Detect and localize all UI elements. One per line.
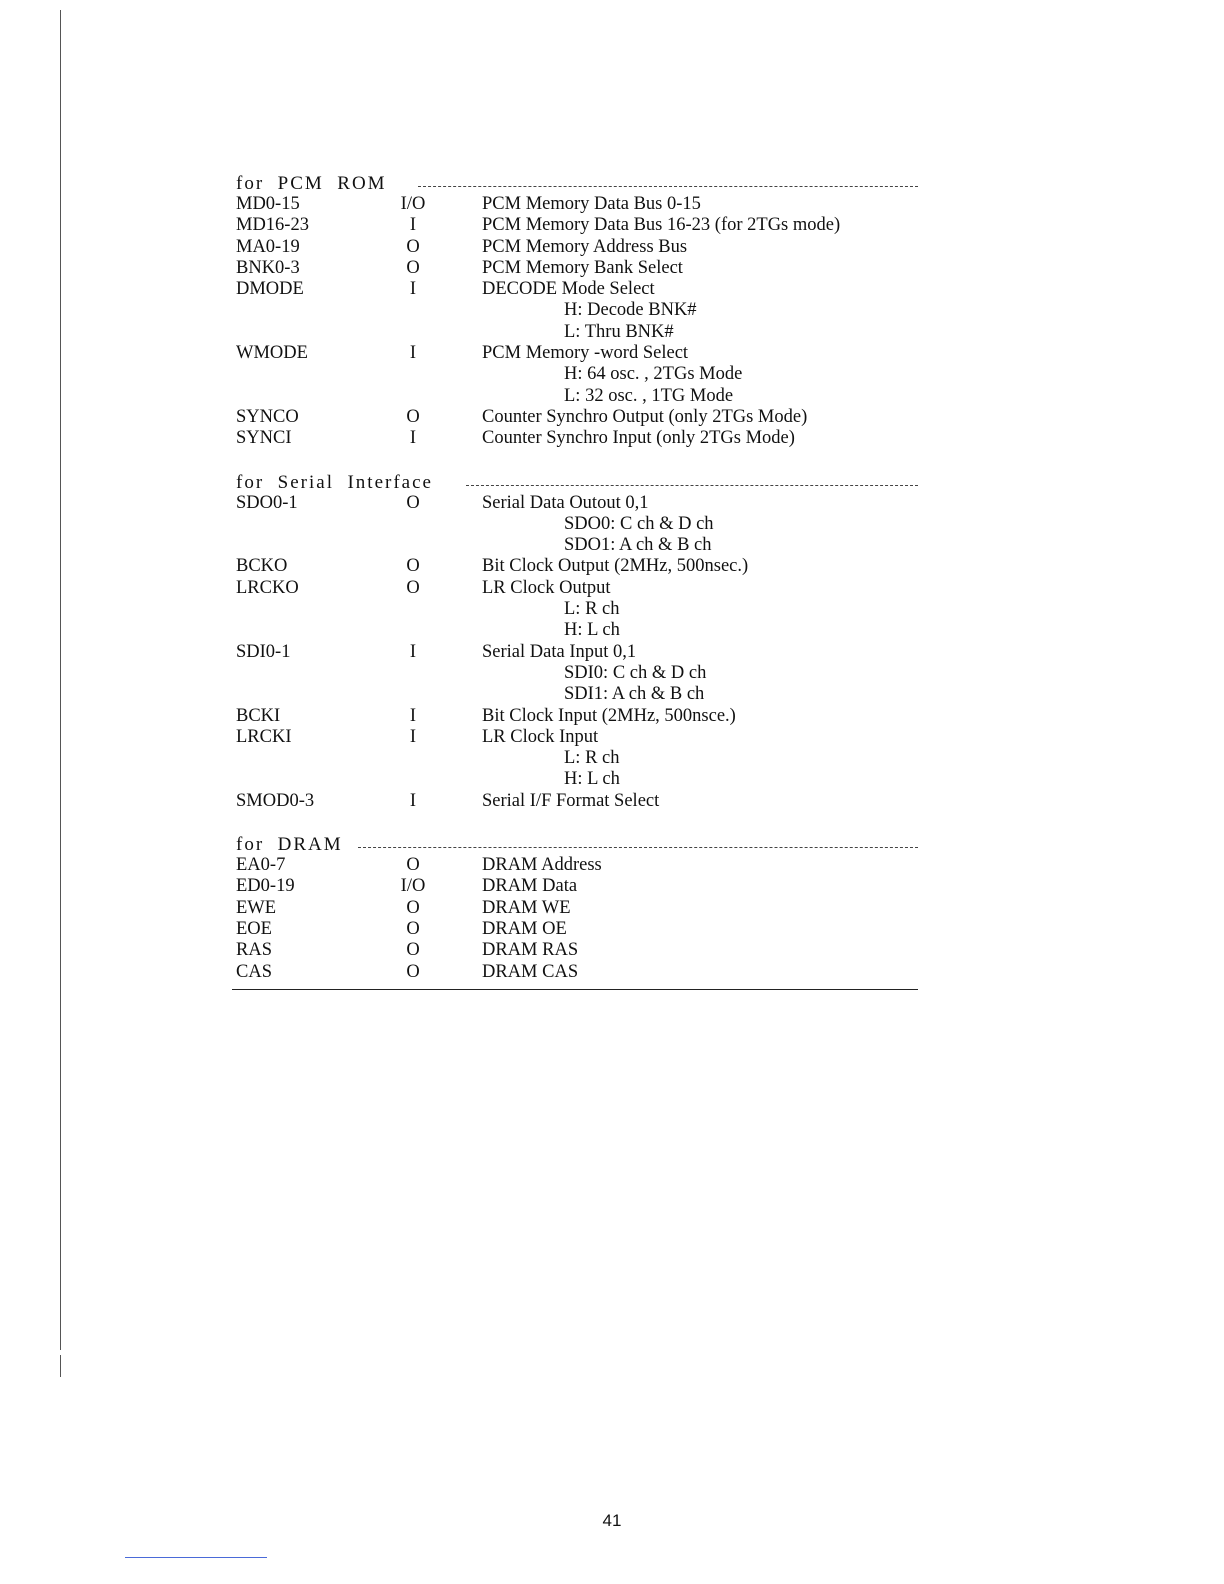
pin-direction: I (409, 705, 417, 726)
pin-direction: I/O (400, 194, 426, 214)
pin-direction: O (406, 257, 420, 278)
pin-direction: I (409, 343, 417, 364)
pin-description: Bit Clock Output (2MHz, 500nsec.) (482, 556, 749, 577)
pin-detail: SDI1: A ch & B ch (564, 684, 705, 705)
pin-description-table (236, 173, 918, 983)
pin-detail-row (236, 684, 918, 705)
pin-detail-row (236, 769, 918, 790)
pin-direction: O (406, 918, 420, 939)
pin-detail-row (236, 300, 918, 321)
pin-row (236, 237, 918, 258)
pin-direction: I (409, 279, 417, 300)
pin-row (236, 642, 918, 663)
pin-row (236, 727, 918, 748)
pin-description: PCM Memory Data Bus 16-23 (for 2TGs mode) (482, 215, 841, 236)
pin-description: LR Clock Output (482, 577, 611, 598)
pin-direction: O (406, 577, 420, 598)
pin-row (236, 855, 918, 876)
pin-direction: O (406, 492, 420, 513)
section-title: for Serial Interface (236, 471, 433, 493)
pin-direction: O (406, 236, 420, 257)
pin-detail: H: L ch (564, 620, 620, 641)
pin-row (236, 940, 918, 961)
pin-detail-row (236, 620, 918, 641)
pin-name: BCKO (236, 556, 288, 577)
pin-description: DRAM WE (482, 897, 571, 918)
pin-description: DRAM RAS (482, 940, 579, 961)
section-header (236, 173, 918, 194)
pin-direction: O (406, 855, 420, 876)
scan-margin-line (60, 10, 61, 1350)
pin-direction: I (409, 428, 417, 449)
pin-name: SMOD0-3 (236, 790, 315, 811)
pin-name: EOE (236, 918, 272, 939)
pin-detail: L: Thru BNK# (564, 321, 674, 342)
section-gap (236, 450, 918, 472)
pin-description: Serial Data Input 0,1 (482, 641, 637, 662)
pin-row (236, 791, 918, 812)
section-header (236, 472, 918, 493)
pin-detail-row (236, 364, 918, 385)
pin-row (236, 258, 918, 279)
pin-description: DRAM Data (482, 876, 578, 897)
pin-description: LR Clock Input (482, 726, 599, 747)
pin-detail-row (236, 514, 918, 535)
pin-row (236, 876, 918, 897)
pin-name: SYNCI (236, 428, 292, 449)
section-gap (236, 812, 918, 834)
pin-row (236, 194, 918, 215)
pin-direction: O (406, 961, 420, 982)
pin-name: WMODE (236, 343, 308, 364)
pin-direction: I (409, 790, 417, 811)
pin-description: PCM Memory Address Bus (482, 236, 688, 257)
pin-direction: I (409, 726, 417, 747)
page-number: 41 (602, 1511, 622, 1530)
section-dashed-rule (358, 847, 918, 848)
pin-detail: H: L ch (564, 769, 620, 790)
pin-direction: O (406, 940, 420, 961)
pin-row (236, 343, 918, 364)
pin-detail: L: R ch (564, 599, 620, 620)
pin-direction: O (406, 897, 420, 918)
pin-row (236, 407, 918, 428)
pin-row (236, 556, 918, 577)
pin-detail-row (236, 322, 918, 343)
pin-row (236, 215, 918, 236)
pin-row (236, 706, 918, 727)
pin-detail-row (236, 663, 918, 684)
footer-link-line (125, 1557, 267, 1558)
pin-name: DMODE (236, 279, 304, 300)
pin-description: PCM Memory Bank Select (482, 257, 683, 278)
pin-description: Serial I/F Format Select (482, 790, 660, 811)
pin-detail: L: 32 osc. , 1TG Mode (564, 385, 734, 406)
pin-name: EWE (236, 897, 277, 918)
pin-name: LRCKI (236, 726, 292, 747)
pin-detail: H: 64 osc. , 2TGs Mode (564, 364, 743, 385)
pin-description: DRAM OE (482, 918, 567, 939)
pin-description: Counter Synchro Output (only 2TGs Mode) (482, 406, 808, 427)
pin-direction: I (409, 215, 417, 236)
pin-description: Counter Synchro Input (only 2TGs Mode) (482, 428, 795, 449)
pin-name: ED0-19 (236, 876, 295, 897)
pin-detail: SDO1: A ch & B ch (564, 535, 712, 556)
table-bottom-rule (232, 989, 918, 990)
pin-row (236, 962, 918, 983)
pin-description: DRAM Address (482, 855, 602, 876)
pin-name: LRCKO (236, 577, 299, 598)
pin-name: MD16-23 (236, 215, 309, 236)
pin-name: SDO0-1 (236, 492, 298, 513)
pin-row (236, 493, 918, 514)
pin-row (236, 428, 918, 449)
pin-name: SDI0-1 (236, 641, 291, 662)
section-title: for PCM ROM (236, 173, 387, 194)
pin-row (236, 919, 918, 940)
pin-detail-row (236, 748, 918, 769)
pin-description: Serial Data Outout 0,1 (482, 492, 649, 513)
pin-description: DRAM CAS (482, 961, 579, 982)
pin-name: BCKI (236, 705, 281, 726)
pin-direction: O (406, 406, 420, 427)
pin-detail: L: R ch (564, 748, 620, 769)
pin-description: Bit Clock Input (2MHz, 500nsce.) (482, 705, 736, 726)
pin-detail: SDI0: C ch & D ch (564, 662, 707, 683)
pin-name: BNK0-3 (236, 257, 300, 278)
pin-detail: H: Decode BNK# (564, 300, 697, 321)
pin-name: EA0-7 (236, 855, 286, 876)
pin-detail-row (236, 599, 918, 620)
section-dashed-rule (418, 186, 918, 187)
pin-name: CAS (236, 961, 272, 982)
pin-direction: I (409, 641, 417, 662)
pin-name: MD0-15 (236, 194, 300, 214)
pin-name: SYNCO (236, 406, 299, 427)
section-dashed-rule (466, 485, 918, 486)
section-title: for DRAM (236, 834, 343, 856)
pin-description: PCM Memory Data Bus 0-15 (482, 194, 701, 214)
pin-detail-row (236, 386, 918, 407)
pin-description: DECODE Mode Select (482, 279, 655, 300)
pin-row (236, 898, 918, 919)
pin-direction: I/O (400, 876, 426, 897)
scan-margin-line-lower (60, 1355, 61, 1377)
pin-description: PCM Memory -word Select (482, 343, 689, 364)
pin-row (236, 578, 918, 599)
pin-name: MA0-19 (236, 236, 300, 257)
section-header (236, 834, 918, 855)
pin-detail-row (236, 535, 918, 556)
pin-direction: O (406, 556, 420, 577)
pin-name: RAS (236, 940, 272, 961)
pin-detail: SDO0: C ch & D ch (564, 513, 714, 534)
pin-row (236, 279, 918, 300)
